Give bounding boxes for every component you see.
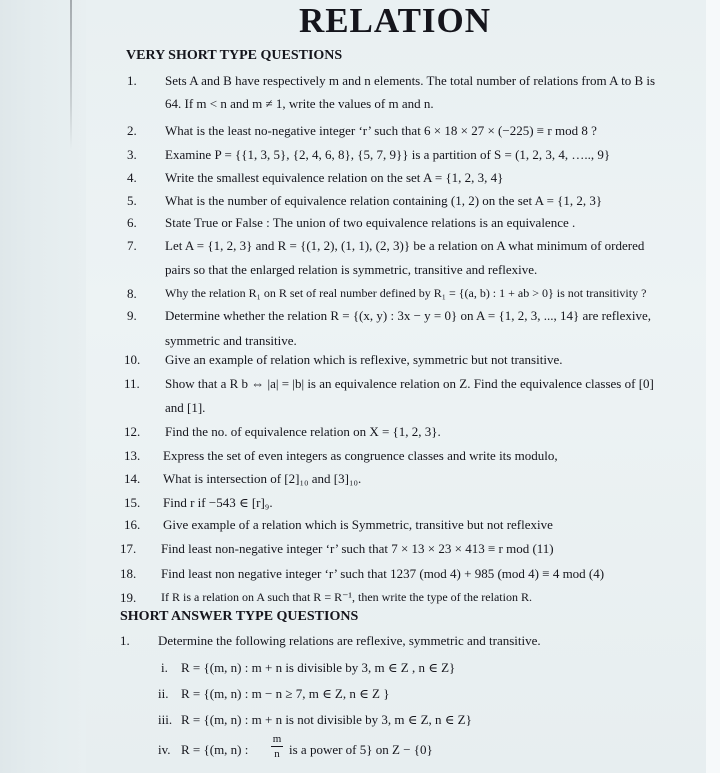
question-text: Sets A and B have respectively m and n elements. The total number of relations from A to B is bbox=[165, 73, 656, 88]
question-number: 12. bbox=[124, 424, 141, 439]
question-number: 8. bbox=[127, 286, 137, 301]
question-number: 3. bbox=[127, 147, 137, 162]
section-heading-very-short: VERY SHORT TYPE QUESTIONS bbox=[126, 48, 343, 63]
question-text: 64. If m < n and m ≠ 1, write the values of m and n. bbox=[165, 96, 434, 111]
page-left-margin bbox=[0, 0, 86, 773]
question-text: What is the number of equivalence relation containing (1, 2) on the set A = {1, 2, 3} bbox=[165, 193, 603, 208]
question-text: State True or False : The union of two equivalence relations is an equivalence . bbox=[165, 215, 576, 230]
question-text: Find least non negative integer ‘r’ such that 1237 (mod 4) + 985 (mod 4) ≡ 4 mod (4) bbox=[161, 566, 605, 581]
sub-item-label: ii. bbox=[158, 686, 169, 701]
fraction-bar bbox=[271, 746, 283, 747]
page-right-edge bbox=[706, 0, 720, 773]
question-text: Write the smallest equivalence relation on the set A = {1, 2, 3, 4} bbox=[165, 170, 504, 185]
question-text: Let A = {1, 2, 3} and R = {(1, 2), (1, 1), (2, 3)} be a relation on A what minimum of ordered bbox=[165, 238, 645, 253]
question-number: 18. bbox=[120, 566, 137, 581]
question-text: pairs so that the enlarged relation is symmetric, transitive and reflexive. bbox=[165, 262, 538, 277]
question-number: 14. bbox=[124, 471, 141, 486]
question-number: 6. bbox=[127, 215, 137, 230]
question-number: 11. bbox=[124, 376, 140, 391]
page-title: RELATION bbox=[298, 1, 492, 40]
question-text: What is intersection of [2]₁₀ and [3]₁₀. bbox=[163, 471, 362, 486]
question-number: 17. bbox=[120, 541, 137, 556]
question-text: Find the no. of equivalence relation on X = {1, 2, 3}. bbox=[165, 424, 441, 439]
sub-item-text: R = {(m, n) : m − n ≥ 7, m ∈ Z, n ∈ Z } bbox=[181, 686, 390, 701]
question-number: 15. bbox=[124, 495, 141, 510]
fraction-numerator: m bbox=[272, 733, 282, 745]
question-text: Express the set of even integers as congruence classes and write its modulo, bbox=[163, 448, 558, 463]
question-number: 16. bbox=[124, 517, 141, 532]
sub-item-text-before: R = {(m, n) : bbox=[181, 742, 249, 757]
sub-item-text: R = {(m, n) : m + n is divisible by 3, m ∈ Z , n ∈ Z} bbox=[181, 660, 456, 675]
question-number: 10. bbox=[124, 352, 141, 367]
question-text: Why the relation R₁ on R set of real number defined by R₁ = {(a, b) : 1 + ab > 0} is not transitivity ? bbox=[165, 286, 647, 300]
question-text: Give an example of relation which is reflexive, symmetric but not transitive. bbox=[165, 352, 563, 367]
question-text: Give example of a relation which is Symmetric, transitive but not reflexive bbox=[163, 517, 553, 532]
section-heading-short-answer: SHORT ANSWER TYPE QUESTIONS bbox=[120, 609, 359, 624]
question-number: 9. bbox=[127, 308, 137, 323]
question-number: 2. bbox=[127, 123, 137, 138]
question-number: 5. bbox=[127, 193, 137, 208]
question-text: Examine P = {{1, 3, 5}, {2, 4, 6, 8}, {5, 7, 9}} is a partition of S = (1, 2, 3, 4, ….., 9} bbox=[165, 147, 611, 162]
question-number: 19. bbox=[120, 590, 137, 605]
fraction-denominator: n bbox=[274, 748, 280, 760]
sub-item-text: R = {(m, n) : m + n is not divisible by 3, m ∈ Z, n ∈ Z} bbox=[181, 712, 472, 727]
question-text: Find r if −543 ∈ [r]₉. bbox=[163, 495, 273, 510]
question-number: 4. bbox=[127, 170, 137, 185]
question-text: Determine the following relations are reflexive, symmetric and transitive. bbox=[158, 633, 541, 648]
sub-item-text-after: is a power of 5} on Z − {0} bbox=[289, 742, 433, 757]
question-text: symmetric and transitive. bbox=[165, 333, 297, 348]
question-number: 7. bbox=[127, 238, 137, 253]
question-text: If R is a relation on A such that R = R⁻¹, then write the type of the relation R. bbox=[161, 590, 532, 604]
question-text: What is the least no-negative integer ‘r’ such that 6 × 18 × 27 × (−225) ≡ r mod 8 ? bbox=[165, 123, 597, 138]
sub-item-label: iii. bbox=[158, 712, 173, 727]
question-number: 1. bbox=[120, 633, 130, 648]
question-number: 1. bbox=[127, 73, 137, 88]
question-text: Determine whether the relation R = {(x, y) : 3x − y = 0} on A = {1, 2, 3, ..., 14} are reflexive, bbox=[165, 308, 652, 323]
question-number: 13. bbox=[124, 448, 141, 463]
question-text: and [1]. bbox=[165, 400, 206, 415]
sub-item-label: iv. bbox=[158, 742, 171, 757]
question-text: Show that a R b ⇔ |a| = |b| is an equivalence relation on Z. Find the equivalence classes of [0] bbox=[165, 376, 654, 391]
sub-item-label: i. bbox=[161, 660, 168, 675]
question-text: Find least non-negative integer ‘r’ such that 7 × 13 × 23 × 413 ≡ r mod (11) bbox=[161, 541, 554, 556]
